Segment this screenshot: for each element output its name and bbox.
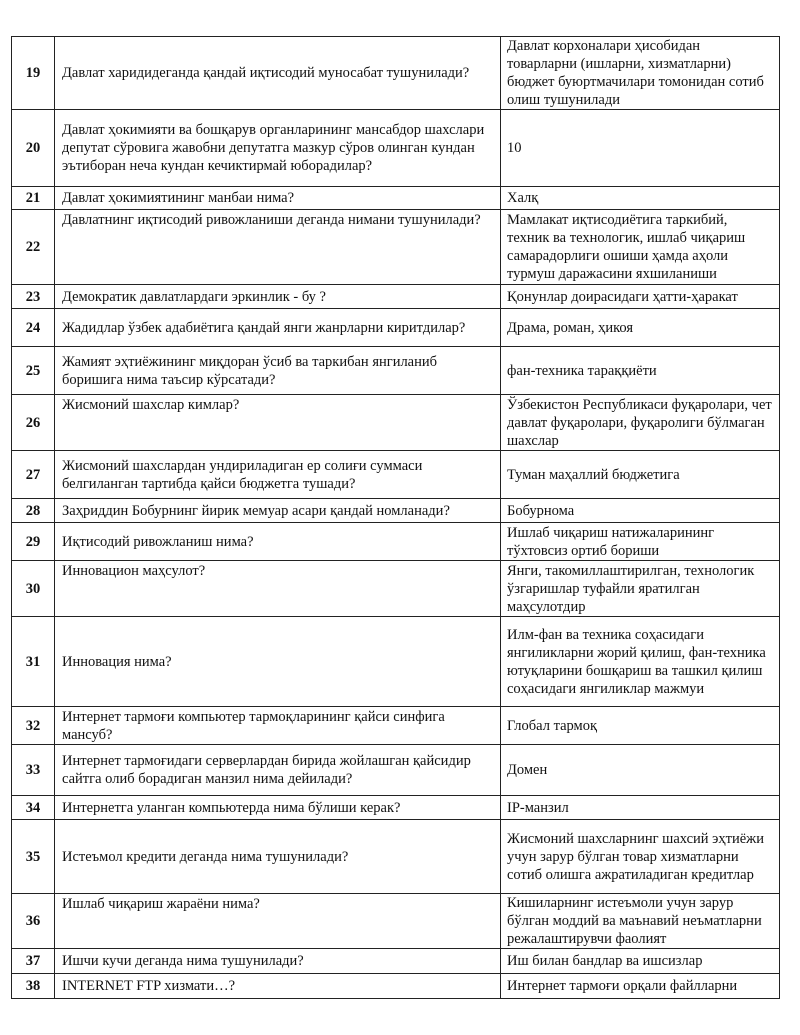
row-number: 29 (12, 523, 55, 561)
question-cell: Инновацион маҳсулот? (55, 561, 501, 617)
question-cell: Ишчи кучи деганда нима тушунилади? (55, 949, 501, 974)
answer-cell: Бобурнома (501, 499, 780, 523)
row-number: 30 (12, 561, 55, 617)
table-row (12, 395, 780, 451)
table-row (12, 561, 780, 617)
question-cell: Иқтисодий ривожланиш нима? (55, 523, 501, 561)
answer-cell: IP-манзил (501, 796, 780, 820)
answer-cell: Туман маҳаллий бюджетига (501, 451, 780, 499)
table-row (12, 745, 780, 796)
answer-cell: Глобал тармоқ (501, 707, 780, 745)
answer-cell: Жисмоний шахсларнинг шахсий эҳтиёжи учун зарур бўлган товар хизматларни сотиб олишга ажратиладиган кредитлар (501, 820, 780, 894)
row-number: 21 (12, 187, 55, 210)
question-cell: Жисмоний шахслардан ундириладиган ер солиғи суммаси белгиланган тартибда қайси бюджетга тушади? (55, 451, 501, 499)
table-row (12, 210, 780, 285)
table-row (12, 37, 780, 110)
row-number: 25 (12, 347, 55, 395)
row-number: 33 (12, 745, 55, 796)
answer-cell: 10 (501, 110, 780, 187)
question-cell: INTERNET FTP хизмати…? (55, 974, 501, 999)
answer-cell: Драма, роман, ҳикоя (501, 309, 780, 347)
table-row (12, 894, 780, 949)
answer-cell: Янги, такомиллаштирилган, технологик ўзгаришлар туфайли яратилган маҳсулотдир (501, 561, 780, 617)
question-cell: Давлат ҳокимияти ва бошқарув органларининг мансабдор шахслари депутат сўровига жавобни депутатга мазкур сўров олинган кундан эътиборан неча кундан кечиктирмай юборадилар? (55, 110, 501, 187)
row-number: 34 (12, 796, 55, 820)
table-row (12, 523, 780, 561)
row-number: 32 (12, 707, 55, 745)
table-row (12, 974, 780, 999)
row-number: 36 (12, 894, 55, 949)
row-number: 24 (12, 309, 55, 347)
question-cell: Интернет тармоғи компьютер тармоқларининг қайси синфига мансуб? (55, 707, 501, 745)
answer-cell: Интернет тармоғи орқали файлларни (501, 974, 780, 999)
answer-cell: Кишиларнинг истеъмоли учун зарур бўлган моддий ва маънавий неъматларни режалаштирувчи фаолият (501, 894, 780, 949)
answer-cell: Домен (501, 745, 780, 796)
table-row (12, 796, 780, 820)
question-cell: Давлат харидидеганда қандай иқтисодий муносабат тушунилади? (55, 37, 501, 110)
answer-cell: Мамлакат иқтисодиётига таркибий, техник ва технологик, ишлаб чиқариш самарадорлиги ошиши ҳамда аҳоли турмуш даражасини яхшиланиши (501, 210, 780, 285)
question-cell: Давлатнинг иқтисодий ривожланиши деганда нимани тушунилади? (55, 210, 501, 285)
question-cell: Истеъмол кредити деганда нима тушунилади? (55, 820, 501, 894)
question-cell: Жисмоний шахслар кимлар? (55, 395, 501, 451)
table-row (12, 309, 780, 347)
table-row (12, 820, 780, 894)
row-number: 19 (12, 37, 55, 110)
row-number: 31 (12, 617, 55, 707)
question-cell: Давлат ҳокимиятининг манбаи нима? (55, 187, 501, 210)
question-cell: Инновация нима? (55, 617, 501, 707)
answer-cell: Ишлаб чиқариш натижаларининг тўхтовсиз ортиб бориши (501, 523, 780, 561)
table-row (12, 617, 780, 707)
answer-cell: Ўзбекистон Республикаси фуқаролари, чет давлат фуқаролари, фуқаролиги бўлмаган шахслар (501, 395, 780, 451)
table-row (12, 285, 780, 309)
answer-cell: Илм-фан ва техника соҳасидаги янгиликларни жорий қилиш, фан-техника ютуқларини бошқариш ва ташкил қилиш соҳасидаги янгиликлар мажмуи (501, 617, 780, 707)
row-number: 22 (12, 210, 55, 285)
table-row (12, 499, 780, 523)
question-cell: Интернет тармоғидаги серверлардан бирида жойлашган қайсидир сайтга олиб борадиган манзил нима дейилади? (55, 745, 501, 796)
row-number: 20 (12, 110, 55, 187)
question-cell: Жадидлар ўзбек адабиётига қандай янги жанрларни киритдилар? (55, 309, 501, 347)
table-row (12, 110, 780, 187)
row-number: 23 (12, 285, 55, 309)
question-cell: Ишлаб чиқариш жараёни нима? (55, 894, 501, 949)
question-cell: Демократик давлатлардаги эркинлик - бу ? (55, 285, 501, 309)
table-row (12, 451, 780, 499)
table-row (12, 949, 780, 974)
answer-cell: Халқ (501, 187, 780, 210)
row-number: 35 (12, 820, 55, 894)
answer-cell: Иш билан бандлар ва ишсизлар (501, 949, 780, 974)
table-row (12, 187, 780, 210)
question-cell: Жамият эҳтиёжининг миқдоран ўсиб ва таркибан янгиланиб боришига нима таъсир кўрсатади? (55, 347, 501, 395)
answer-cell: Давлат корхоналари ҳисобидан товарларни (ишларни, хизматларни) бюджет буюртмачилари томонидан сотиб олиш тушунилади (501, 37, 780, 110)
row-number: 37 (12, 949, 55, 974)
question-cell: Заҳриддин Бобурнинг йирик мемуар асари қандай номланади? (55, 499, 501, 523)
table-row (12, 347, 780, 395)
answer-cell: фан-техника тараққиёти (501, 347, 780, 395)
question-cell: Интернетга уланган компьютерда нима бўлиши керак? (55, 796, 501, 820)
row-number: 38 (12, 974, 55, 999)
row-number: 27 (12, 451, 55, 499)
qa-table (11, 36, 780, 999)
row-number: 28 (12, 499, 55, 523)
answer-cell: Қонунлар доирасидаги ҳатти-ҳаракат (501, 285, 780, 309)
table-row (12, 707, 780, 745)
row-number: 26 (12, 395, 55, 451)
